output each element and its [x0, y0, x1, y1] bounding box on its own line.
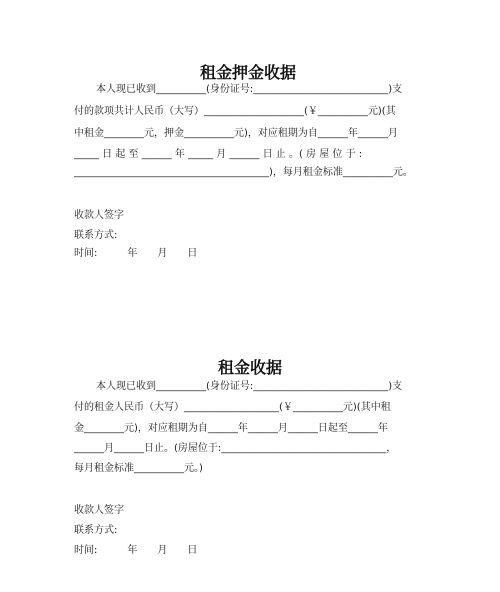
date-line: 时间: 年 月 日 [74, 248, 198, 259]
contact-label: 联系方式: [74, 525, 118, 536]
receipt-body-line: 金________元)，对应租期为自______年______月______日起至______年 [74, 423, 388, 434]
receipt-body-line: 每月租金标准__________元。) [74, 463, 203, 474]
receipt-body-line: _______________________________________)，每月租金标准__________元。 [74, 167, 413, 178]
receipt-title: 租金押金收据 [200, 63, 297, 82]
date-line: 时间: 年 月 日 [74, 545, 198, 556]
payee-signature-label: 收款人签字 [74, 505, 124, 516]
receipt-body-line: 本人现已收到__________(身份证号:___________________________)支 [96, 84, 403, 95]
receipt-body-line: _____ 日 起 至 ______ 年 _____ 月 ______ 日 止 。( 房 屋 位 于 : [74, 149, 363, 160]
receipt-body-line: 本人现已收到__________(身份证号:___________________________)支 [96, 381, 403, 392]
receipt-body-line: 付的租金人民币（大写）___________________(￥__________元)(其中租 [74, 402, 391, 413]
receipt-title: 租金收据 [218, 358, 283, 377]
payee-signature-label: 收款人签字 [74, 210, 124, 221]
receipt-body-line: 付的款项共计人民币（大写）____________________(￥__________元)(其 [74, 106, 396, 117]
receipt-body-line: ______月______日止。(房屋位于:_________________________________， [74, 443, 397, 454]
receipt-body-line: 中租金________元，押金__________元)，对应租期为自______年______月 [74, 128, 398, 139]
contact-label: 联系方式: [74, 230, 118, 241]
